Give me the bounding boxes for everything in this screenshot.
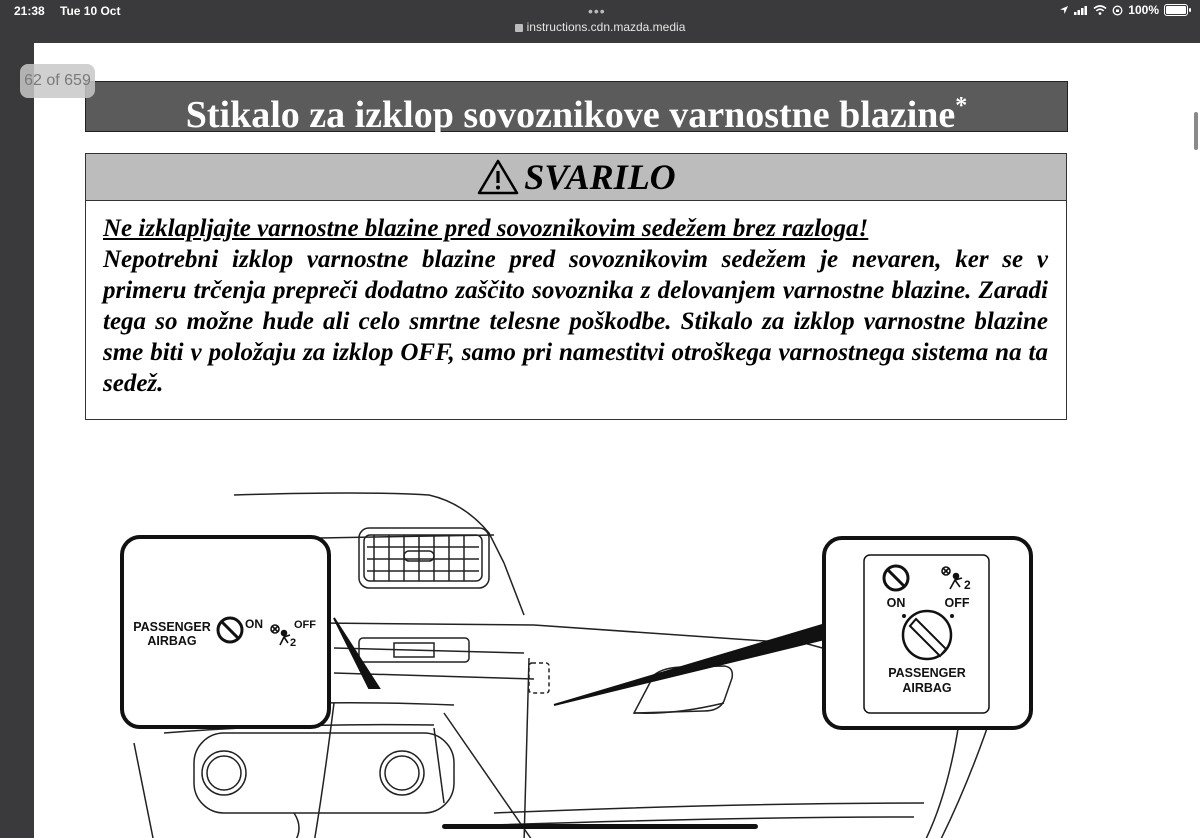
right-label-airbag: AIRBAG <box>902 681 952 695</box>
orientation-lock-icon <box>1112 5 1123 16</box>
right-on-label: ON <box>886 596 906 610</box>
url-bar[interactable] <box>0 20 1200 40</box>
warning-heading: SVARILO <box>524 157 676 197</box>
warning-text: Nepotrebni izklop varnostne blazine pred sovoznikovim sedežem je nevaren, ker se v primeru trčenja prepreči dodatno zaščito sovoznika z delovanjem varnostne blazine. Zaradi tega so možne hude ali celo smrtne telesne poškodbe. Stikalo za izklop varnostne blazine sme biti v položaju za izklop OFF, samo pri namestitvi otroškega varnostnega sistema na ta sedež. <box>103 246 1048 397</box>
page-indicator: 62 of 659 <box>20 64 95 98</box>
left-label-airbag: AIRBAG <box>147 634 197 648</box>
warning-box <box>85 153 1067 420</box>
key-switch-dial-icon <box>903 611 951 659</box>
battery-icon <box>1164 4 1188 16</box>
status-time: 21:38 <box>14 4 45 18</box>
battery-percent: 100% <box>1128 3 1159 17</box>
left-seat-num: 2 <box>290 637 297 649</box>
signal-icon <box>1074 5 1088 15</box>
left-label-passenger: PASSENGER <box>133 620 211 634</box>
lock-icon <box>515 24 523 32</box>
left-on-label: ON <box>245 617 263 631</box>
right-label-passenger: PASSENGER <box>888 666 966 680</box>
page-title-text: Stikalo za izklop sovoznikove varnostne blazine <box>185 94 956 136</box>
right-seat-num: 2 <box>964 578 971 592</box>
multitasking-dots-icon[interactable]: ••• <box>588 3 606 19</box>
scrollbar-thumb[interactable] <box>1194 112 1198 150</box>
url-text: instructions.cdn.mazda.media <box>526 20 686 34</box>
left-off-label: OFF <box>294 619 316 631</box>
right-off-label: OFF <box>944 596 970 610</box>
location-icon <box>1059 5 1069 15</box>
wifi-icon <box>1093 5 1107 15</box>
home-indicator[interactable] <box>442 824 758 829</box>
left-callout <box>122 537 379 727</box>
scrollbar-track <box>1167 43 1200 838</box>
page-title <box>85 81 1068 136</box>
warning-header <box>86 154 1066 201</box>
warning-triangle-icon <box>476 158 520 196</box>
right-callout <box>554 538 1031 728</box>
status-bar <box>0 0 1200 22</box>
document-page <box>34 43 1167 838</box>
warning-lead: Ne izklapljajte varnostne blazine pred sovoznikovim sedežem brez razloga! <box>103 215 869 242</box>
status-indicators <box>1059 3 1188 17</box>
dashboard-illustration <box>34 483 1167 838</box>
title-asterisk: * <box>955 93 968 119</box>
warning-body <box>86 201 1066 399</box>
status-date: Tue 10 Oct <box>60 4 121 18</box>
